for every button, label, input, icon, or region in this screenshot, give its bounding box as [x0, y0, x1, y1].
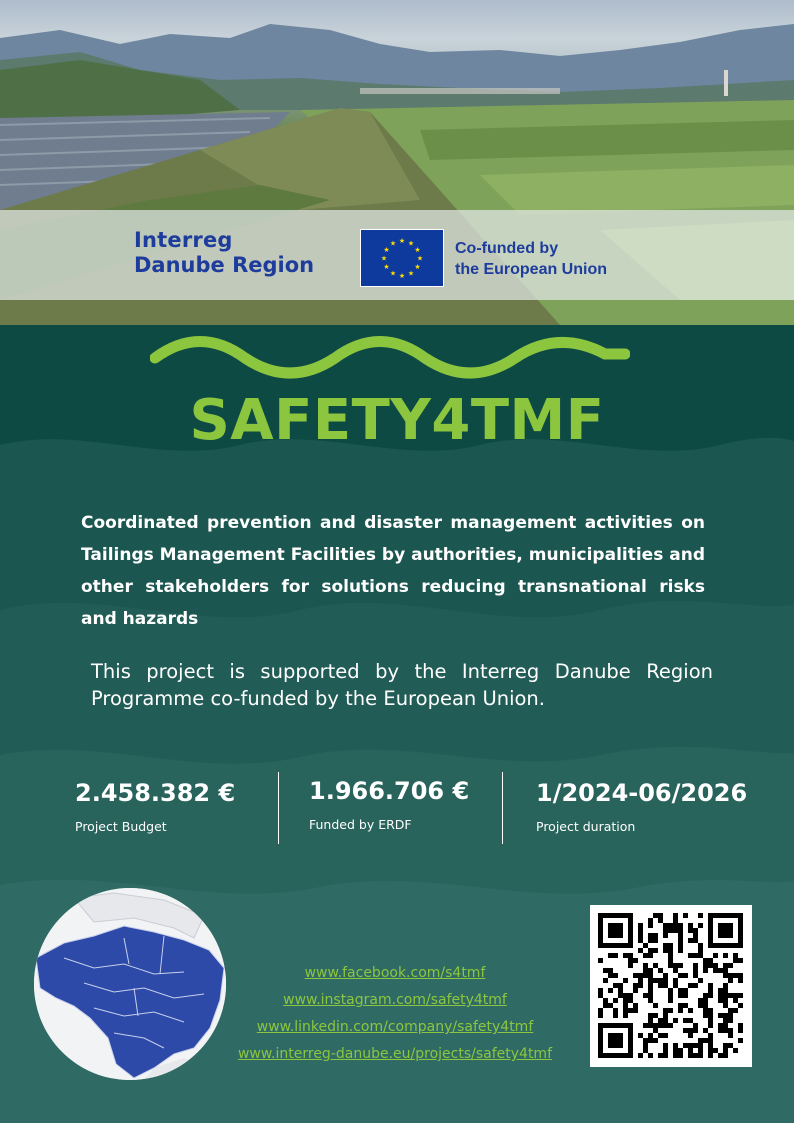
- link-interreg-project[interactable]: www.interreg-danube.eu/projects/safety4tmf: [237, 1046, 552, 1062]
- svg-text:★: ★: [383, 263, 390, 271]
- stat-value: 1/2024-06/2026: [536, 779, 748, 807]
- svg-text:★: ★: [389, 239, 397, 248]
- stat-divider: [278, 772, 279, 844]
- svg-text:★: ★: [398, 237, 406, 245]
- link-linkedin[interactable]: www.linkedin.com/company/safety4tmf: [256, 1019, 534, 1035]
- svg-text:★: ★: [416, 254, 424, 263]
- svg-text:★: ★: [407, 239, 415, 248]
- support-statement: This project is supported by the Interreg Danube Region Programme co-funded by the European Union.: [91, 660, 713, 710]
- svg-text:★: ★: [407, 269, 415, 278]
- stat-label: Funded by ERDF: [309, 817, 412, 832]
- eu-text-line1: Co-funded by: [455, 240, 559, 257]
- qr-code-icon[interactable]: [590, 905, 752, 1067]
- stat-divider: [502, 772, 503, 844]
- link-facebook[interactable]: www.facebook.com/s4tmf: [304, 965, 486, 981]
- svg-text:★: ★: [398, 272, 406, 280]
- wave-squiggle-icon: [150, 330, 630, 380]
- stat-value: 2.458.382 €: [75, 779, 236, 807]
- project-title: SAFETY4TMF: [189, 388, 605, 453]
- interreg-logo-line1: Interreg: [134, 228, 233, 252]
- svg-text:★: ★: [389, 269, 397, 278]
- interreg-logo: [134, 230, 314, 276]
- stat-funded-by-erdf: [309, 777, 469, 832]
- eu-flag-icon: [360, 229, 444, 287]
- interreg-logo-line2: Danube Region: [134, 253, 315, 277]
- danube-region-map-icon: [34, 888, 226, 1080]
- stat-value: 1.966.706 €: [309, 777, 470, 805]
- stat-label: Project duration: [536, 819, 636, 834]
- svg-text:★: ★: [414, 246, 421, 254]
- stat-project-budget: [75, 779, 235, 834]
- hero-landscape-photo: [0, 0, 794, 325]
- svg-text:★: ★: [383, 246, 390, 254]
- stat-project-duration: [536, 779, 747, 834]
- eu-cofunded-text: [455, 238, 607, 280]
- svg-text:★: ★: [380, 254, 388, 263]
- stat-label: Project Budget: [75, 819, 167, 834]
- link-instagram[interactable]: www.instagram.com/safety4tmf: [283, 992, 507, 1008]
- social-links: [210, 960, 580, 1068]
- eu-text-line2: the European Union: [455, 261, 607, 278]
- project-description: Coordinated prevention and disaster management activities on Tailings Management Facilities by authorities, municipalities and other stakeholders for solutions reducing transnational risks and hazards: [81, 513, 705, 629]
- svg-text:★: ★: [414, 263, 421, 271]
